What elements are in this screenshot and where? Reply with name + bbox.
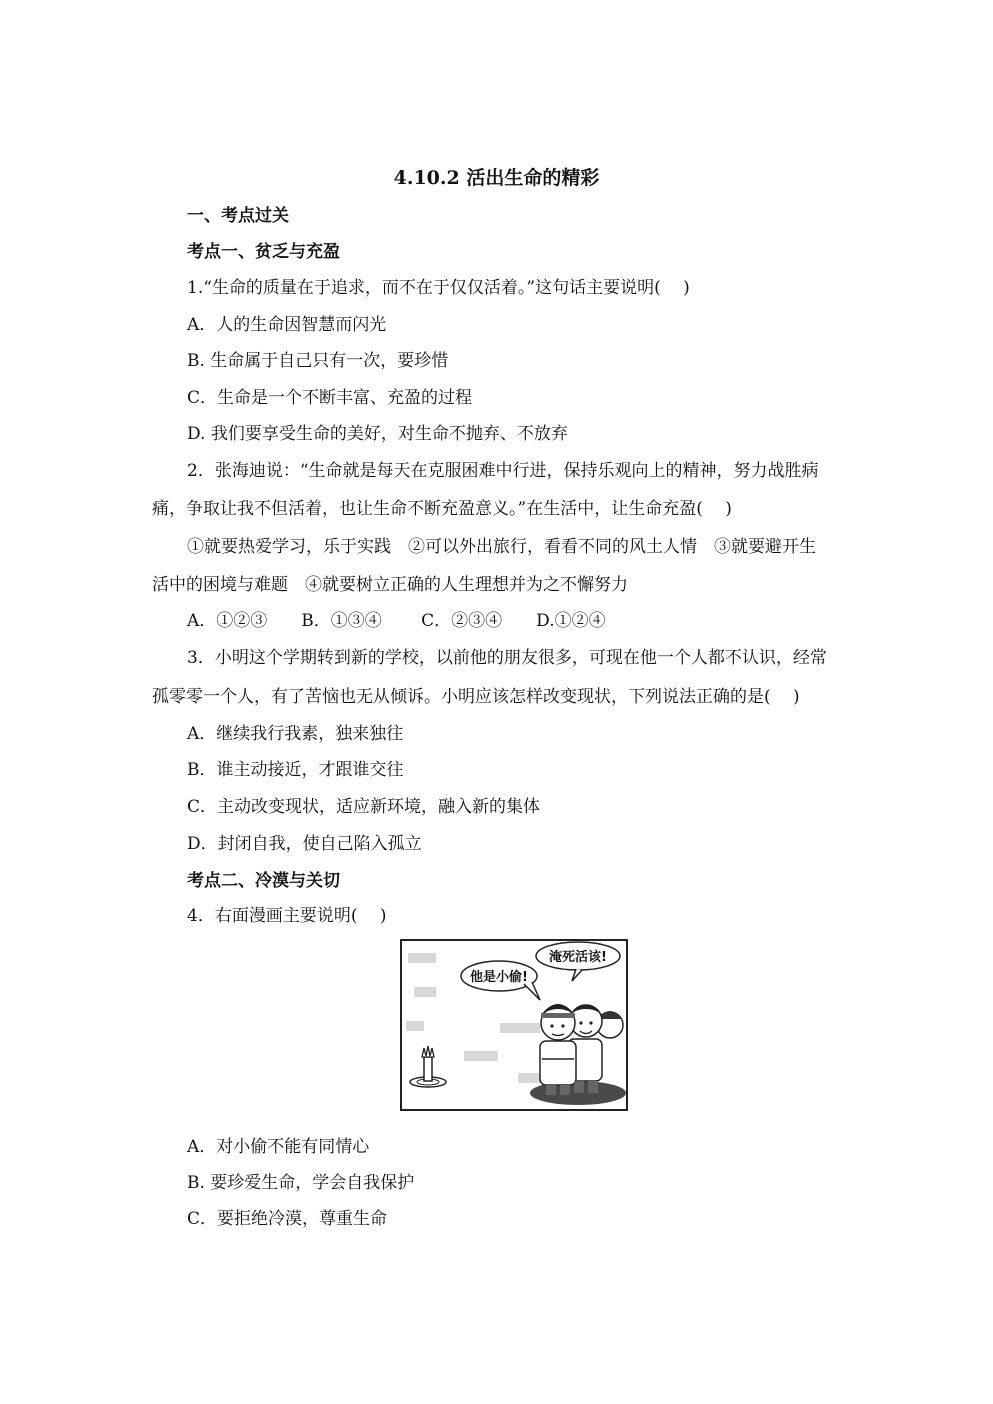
question-1-option-a: A．人的生命因智慧而闪光 — [187, 315, 387, 335]
question-1-option-d: D. 我们要享受生命的美好，对生命不抛弃、不放弃 — [187, 424, 568, 444]
section-heading: 一、考点过关 — [187, 206, 289, 226]
question-3-stem-line-1: 3．小明这个学期转到新的学校，以前他的朋友很多，可现在他一个人都不认识，经常 — [187, 648, 827, 668]
question-2-stem-line-1: 2．张海迪说：“生命就是每天在克服困难中行进，保持乐观向上的精神，努力战胜病 — [187, 461, 819, 481]
question-3-option-a: A．继续我行我素，独来独往 — [187, 724, 404, 744]
question-4-stem: 4．右面漫画主要说明( ) — [187, 906, 387, 926]
question-3-option-d: D．封闭自我，使自己陷入孤立 — [187, 834, 422, 854]
question-2-items-line-1: ①就要热爱学习，乐于实践 ②可以外出旅行，看看不同的风土人情 ③就要避开生 — [187, 537, 816, 557]
question-3-option-c: C．主动改变现状，适应新环境，融入新的集体 — [187, 797, 541, 817]
cartoon-illustration — [400, 939, 628, 1111]
speech-bubble-left: 他是小偷! — [470, 970, 528, 985]
page-title: 4.10.2 活出生命的精彩 — [393, 167, 600, 189]
speech-bubble-right: 淹死活该! — [549, 950, 607, 965]
question-1-option-b: B. 生命属于自己只有一次，要珍惜 — [187, 351, 449, 371]
question-2-items-line-2: 活中的困境与难题 ④就要树立正确的人生理想并为之不懈努力 — [152, 575, 628, 595]
topic-heading-1: 考点一、贫乏与充盈 — [187, 242, 340, 262]
question-1-stem: 1.“生命的质量在于追求，而不在于仅仅活着。”这句话主要说明( ) — [187, 278, 690, 298]
question-2-stem-line-2: 痛，争取让我不但活着，也让生命不断充盈意义。”在生活中，让生命充盈( ) — [152, 499, 732, 519]
question-4-option-b: B. 要珍爱生命，学会自我保护 — [187, 1173, 415, 1193]
question-3-option-b: B．谁主动接近，才跟谁交往 — [187, 760, 404, 780]
question-1-option-c: C．生命是一个不断丰富、充盈的过程 — [187, 388, 473, 408]
topic-heading-2: 考点二、冷漠与关切 — [187, 871, 340, 891]
question-4-option-c: C．要拒绝冷漠，尊重生命 — [187, 1209, 388, 1229]
question-3-stem-line-2: 孤零零一个人，有了苦恼也无从倾诉。小明应该怎样改变现状，下列说法正确的是( ) — [152, 687, 800, 707]
question-2-options: A．①②③ B．①③④ C．②③④ D.①②④ — [187, 611, 606, 631]
question-4-option-a: A．对小偷不能有同情心 — [187, 1137, 370, 1157]
